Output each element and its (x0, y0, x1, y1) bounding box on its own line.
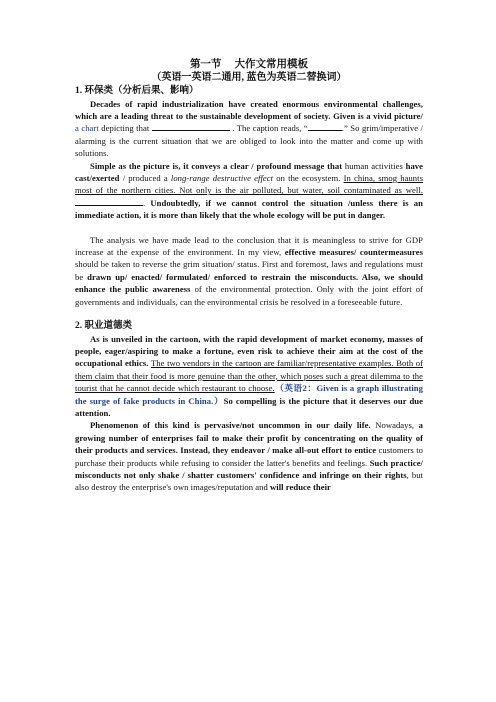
text-run: human activities (342, 160, 406, 171)
fill-in-blank (75, 197, 143, 206)
underlined-example: The two vendors in the cartoon are familiar/representative examples. (151, 358, 394, 369)
text-run: will reduce their (270, 482, 331, 493)
text-run: Undoubtedly, if we cannot control the situation /unless there is an immediate action, it is more than likely that the whole ecology will be put in danger. (75, 197, 423, 221)
text-run: customers to purchase their products while refusing to consider the latter's benefits and feelings. (75, 445, 423, 468)
page-subtitle: （英语一英语二通用, 蓝色为英语二替换词） (151, 72, 347, 83)
text-run: Simple as the picture is, it conveys a clear / profound message that (90, 160, 343, 171)
text-run: / produced a (119, 172, 171, 183)
blue-substitute-text: a chart (75, 123, 99, 134)
text-run: on the ecosystem. (273, 172, 344, 183)
underlined-example: In china, smog haunts most of the northern cities. Not only is the air polluted, but water, soil contaminated as well. (75, 172, 423, 196)
text-run: The analysis we have made lead to the conclusion that it is meaningless to strive for GDP increase at the expense of the environment. In my view, (75, 234, 423, 257)
page-title: 第一节 大作文常用模板 (189, 59, 309, 70)
text-run: of the environmental protection. Only with the joint effort of governments and individuals, can the environmental crisis be resolved in a foreseeable future. (75, 284, 423, 307)
section-1-paragraph-3 (75, 234, 423, 308)
text-run: , but also destroy the enterprise's own images/reputation and (75, 469, 423, 493)
fill-in-blank (152, 122, 230, 131)
text-run: . The caption reads, “ (229, 123, 308, 134)
text-run: . (143, 197, 151, 208)
spacer (75, 308, 423, 320)
text-run: Such practice/ misconducts not only shake / shatter customers' confidence and infringe on their rights (75, 457, 423, 480)
text-run: .” So grim/imperative / alarming is the current situation that we are obliged to look into the matter and come up with solutions. (75, 123, 423, 159)
text-run: a growing number of enterprises fail to make their profit by concentrating on the quality of their products and services. Instead, they endeavor / make all-out effort to entice (75, 420, 423, 456)
underlined-example: Both of them claim that their food is more genuine than the other, which poses such a great dilemma to the tourist that he cannot decide which restaurant to choose. (75, 358, 423, 394)
document-body (75, 58, 423, 494)
text-run: should be taken to reverse the grim situation/ status. First and foremost, laws and regulations must be (75, 259, 423, 282)
spacer (75, 222, 423, 234)
text-run: effective measures/ countermeasures (284, 246, 423, 257)
section-2-heading: 2. 职业道德类 (75, 321, 133, 331)
section-1-heading: 1. 环保类（分析后果、影响） (75, 86, 199, 96)
section-1-paragraph-2 (75, 160, 423, 222)
fill-in-blank (308, 122, 342, 131)
text-run: have cast/exerted (75, 160, 423, 183)
text-run: long-range destructive effect (170, 172, 274, 183)
text-run: depicting that (98, 123, 152, 134)
text-run: Phenomenon of this kind is pervasive/not uncommon in our daily life. (90, 420, 371, 431)
text-run: Decades of rapid industrialization have created enormous environmental challenges, which are a leading threat to the sustainable development of society. Given is a vivid picture/ (75, 98, 423, 121)
text-run: drawn up/ enacted/ formulated/ enforced to restrain the misconducts. Also, we should enhance the public awareness (75, 271, 423, 295)
text-run: So compelling is the picture that it deserves our due attention. (75, 395, 423, 418)
text-run: As is unveiled in the cartoon, with the rapid development of market economy, masses of people, eager/aspiring to make a fortune, even risk to achieve their aim at the cost of the occupational ethics. (75, 333, 423, 369)
blue-substitute-text: （英语2：Given is a graph illustrating the surge of fake products in China.） (75, 383, 423, 406)
text-run: Nowadays, (370, 420, 419, 431)
section-2-paragraph-1 (75, 333, 423, 420)
section-1-paragraph-1 (75, 98, 423, 160)
section-2-paragraph-2 (75, 419, 423, 493)
